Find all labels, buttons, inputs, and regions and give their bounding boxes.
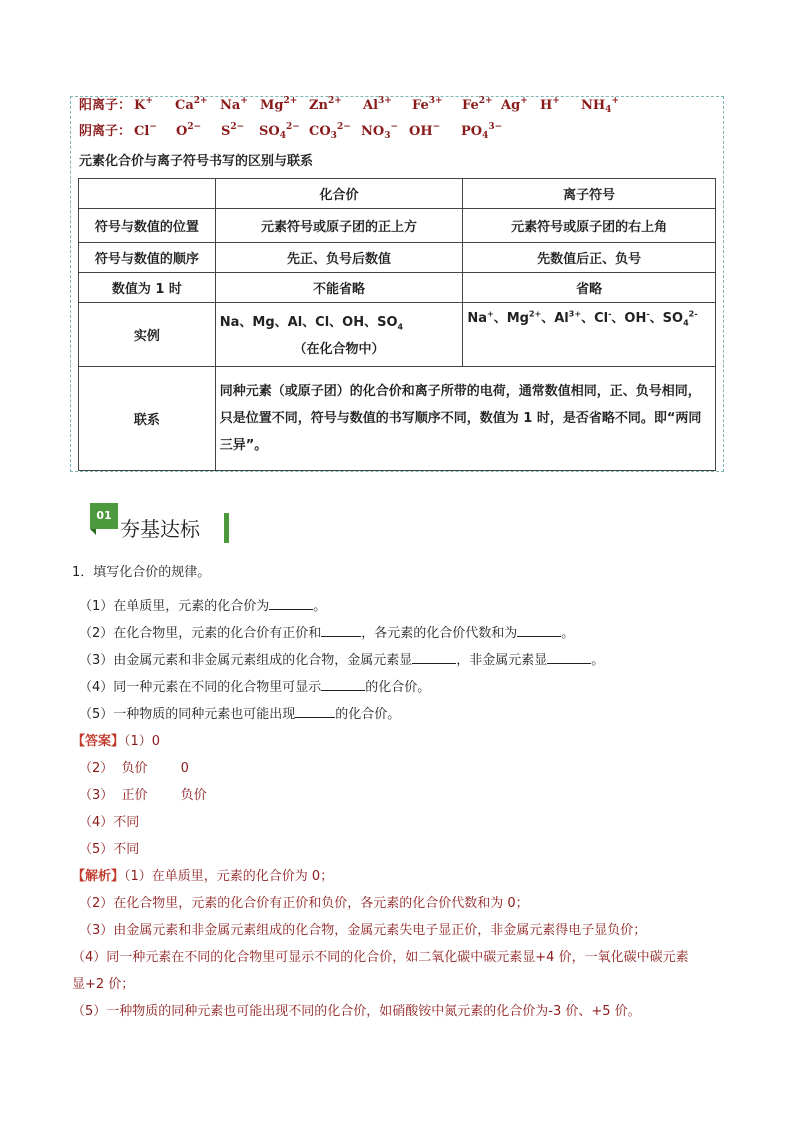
table-row [79, 209, 716, 243]
cation-label: 阳离子： [79, 98, 132, 113]
answer-blank [517, 624, 561, 637]
question-item [79, 703, 400, 722]
anion-ion: OH− [409, 122, 441, 139]
answer-line: （5）不同 [79, 842, 140, 857]
ion-cell: 先数值后正、负号 [463, 243, 716, 273]
header-valence: 化合价 [215, 179, 463, 209]
answer-blank [295, 705, 335, 718]
question-text: （2）在化合物里，元素的化合价有正价和 [79, 626, 322, 641]
cation-ion: $NH_4^+$ [581, 96, 619, 115]
anion-ion: $O^{2-}$ [176, 122, 202, 139]
anion-label: 阴离子： [79, 124, 132, 139]
anion-ion: $SO_4^{2-}$ [259, 122, 300, 141]
row-label: 符号与数值的顺序 [79, 243, 216, 273]
anion-ion: $S^{2-}$ [221, 122, 245, 139]
answer-line: （4）不同 [79, 815, 140, 830]
question-text: （1）在单质里，元素的化合价为 [79, 599, 270, 614]
question-text: （4）同一种元素在不同的化合物里可显示 [79, 680, 322, 695]
answer-line: （3） 正价 负价 [79, 788, 207, 803]
answer-blank [269, 597, 313, 610]
anion-ion: $NO_3^-$ [361, 122, 399, 141]
explanation-line: （3）由金属元素和非金属元素组成的化合物，金属元素失电子显正价，非金属元素得电子显负价； [79, 923, 647, 938]
row-label: 实例 [79, 303, 216, 367]
anion-ion: $CO_3^{2-}$ [309, 122, 351, 141]
table-header-row [79, 179, 716, 209]
valence-example-note: （在化合物中） [293, 341, 385, 357]
question-item [79, 595, 326, 614]
table-heading: 元素化合价与离子符号书写的区别与联系 [79, 154, 314, 169]
answer-line [72, 730, 160, 749]
question-text: ，各元素的化合价代数和为 [361, 626, 518, 641]
explanation-line [72, 865, 333, 884]
answer-blank [321, 624, 361, 637]
explanation-text: （1）在单质里，元素的化合价为 0； [124, 869, 334, 884]
comparison-table [78, 178, 716, 471]
question-item [79, 676, 430, 695]
question-item [79, 622, 574, 641]
cation-ion: $Mg^{2+}$ [260, 96, 298, 113]
section-banner [90, 503, 230, 543]
answer-blank [547, 651, 591, 664]
header-empty-cell [79, 179, 216, 209]
valence-cell: 元素符号或原子团的正上方 [215, 209, 463, 243]
anion-line [79, 121, 503, 143]
explanation-line: 显+2 价； [72, 977, 135, 992]
cation-line [79, 95, 619, 117]
answer-line: （2） 负价 0 [79, 761, 189, 776]
section-bar-decoration [224, 513, 229, 543]
valence-example-cell [215, 303, 463, 367]
question-text: 的化合价。 [335, 707, 401, 722]
table-row [79, 243, 716, 273]
ion-example-cell: Na+、$Mg^{2+}$、$Al^{3+}$、Cl-、OH-、$SO_4^{2-}$ [463, 303, 716, 367]
explanation-tag: 【解析】 [72, 869, 125, 884]
relation-text: 同种元素（或原子团）的化合价和离子所带的电荷，通常数值相同，正、负号相同，只是位置不同，符号与数值的书写顺序不同，数值为 1 时，是否省略不同。即“两同三异”。 [215, 367, 715, 471]
row-label: 符号与数值的位置 [79, 209, 216, 243]
question-text: （3）由金属元素和非金属元素组成的化合物，金属元素显 [79, 653, 413, 668]
question-text: ，非金属元素显 [456, 653, 548, 668]
explanation-line: （4）同一种元素在不同的化合物里可显示不同的化合价，如二氧化碳中碳元素显+4 价，一氧化碳中碳元素 [72, 950, 689, 965]
question-title: 1．填写化合价的规律。 [72, 565, 211, 580]
table-row [79, 273, 716, 303]
answer-text: （1）0 [124, 734, 161, 749]
section-title: 夯基达标 [120, 517, 200, 541]
header-ion: 离子符号 [463, 179, 716, 209]
section-number-badge: 01 [90, 503, 118, 529]
ion-cell: 省略 [463, 273, 716, 303]
badge-fold-decoration [90, 529, 96, 535]
answer-blank [321, 678, 365, 691]
ion-cell: 元素符号或原子团的右上角 [463, 209, 716, 243]
explanation-line: （2）在化合物里，元素的化合价有正价和负价，各元素的化合价代数和为 0； [79, 896, 529, 911]
valence-cell: 先正、负号后数值 [215, 243, 463, 273]
answer-tag: 【答案】 [72, 734, 125, 749]
explanation-line: （5）一种物质的同种元素也可能出现不同的化合价，如硝酸铵中氮元素的化合价为-3 价、+5 价。 [72, 1004, 641, 1019]
anion-ion: $PO_4^{3-}$ [461, 122, 503, 141]
row-label: 联系 [79, 367, 216, 471]
question-text: 的化合价。 [365, 680, 431, 695]
question-text: 。 [561, 626, 575, 641]
table-row [79, 367, 716, 471]
question-text: 。 [591, 653, 605, 668]
cation-ion: $Fe^{3+}$ [412, 96, 443, 113]
table-row [79, 303, 716, 367]
cation-ion: Na+ [220, 96, 248, 113]
question-text: （5）一种物质的同种元素也可能出现 [79, 707, 296, 722]
answer-blank [412, 651, 456, 664]
cation-ion: $Ca^{2+}$ [175, 96, 208, 113]
cation-ion: $Fe^{2+}$ [462, 96, 493, 113]
valence-cell: 不能省略 [215, 273, 463, 303]
cation-ion: $Zn^{2+}$ [309, 96, 342, 113]
anion-ion: Cl− [134, 122, 157, 139]
question-text: 。 [313, 599, 327, 614]
cation-ion: $Al^{3+}$ [363, 96, 392, 113]
question-item [79, 649, 604, 668]
valence-examples: Na、Mg、Al、Cl、OH、$SO_4$ [219, 315, 404, 332]
cation-ion: Ag+ [501, 96, 528, 113]
row-label: 数值为 1 时 [79, 273, 216, 303]
cation-ion: H+ [540, 96, 560, 113]
cation-ion: K+ [134, 96, 153, 113]
